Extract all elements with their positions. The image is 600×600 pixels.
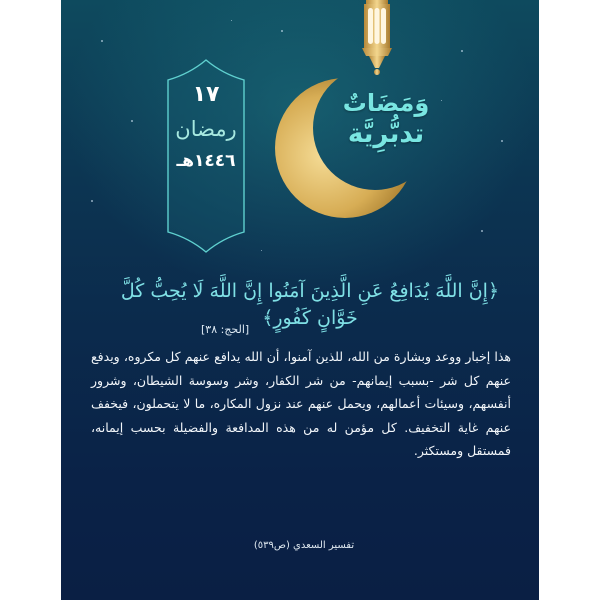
date-year: ١٤٤٦هـ: [176, 151, 236, 171]
star: [101, 40, 103, 42]
star: [281, 30, 283, 32]
page-title: [311, 90, 461, 149]
commentary-text: هذا إخبار ووعد وبشارة من الله، للذين آمنوا، أن الله يدافع عنهم كل مكروه، ويدفع عنهم كل شر -بسبب إيمانهم- من شر الكفار، وشر وسوسة الشيطان، وشرور أنفسهم، وسيئات أعمالهم، ويحمل عنهم عند نزول المكاره، ما لا يتحملون، فيخفف عنهم غاية التخفيف. كل مؤمن له من هذه المدافعة والفضيلة بحسب إيمانه، فمستقل ومستكثر.: [91, 349, 511, 458]
date-badge: [156, 82, 256, 171]
poster: [61, 0, 539, 600]
date-day: ١٧: [192, 82, 220, 107]
star: [481, 230, 483, 232]
star: [261, 250, 262, 251]
star: [501, 140, 503, 142]
title-line-2: تدبُّرِيَّة: [347, 119, 425, 150]
star: [91, 200, 93, 202]
star: [231, 20, 232, 21]
date-month: رمضان: [175, 117, 237, 141]
lantern-icon: [357, 0, 397, 76]
star: [131, 120, 133, 122]
title-line-1: وَمَضَاتٌ: [342, 89, 430, 117]
quran-verse: ﴿إِنَّ اللَّهَ يُدَافِعُ عَنِ الَّذِينَ آمَنُوا إِنَّ اللَّهَ لَا يُحِبُّ كُلَّ خَوَّانٍ كَفُورٍ﴾: [120, 280, 500, 329]
star: [461, 50, 463, 52]
source-citation: تفسير السعدي (ص٥٣٩): [253, 540, 355, 551]
verse-reference: [الحج: ٣٨]: [201, 323, 250, 336]
